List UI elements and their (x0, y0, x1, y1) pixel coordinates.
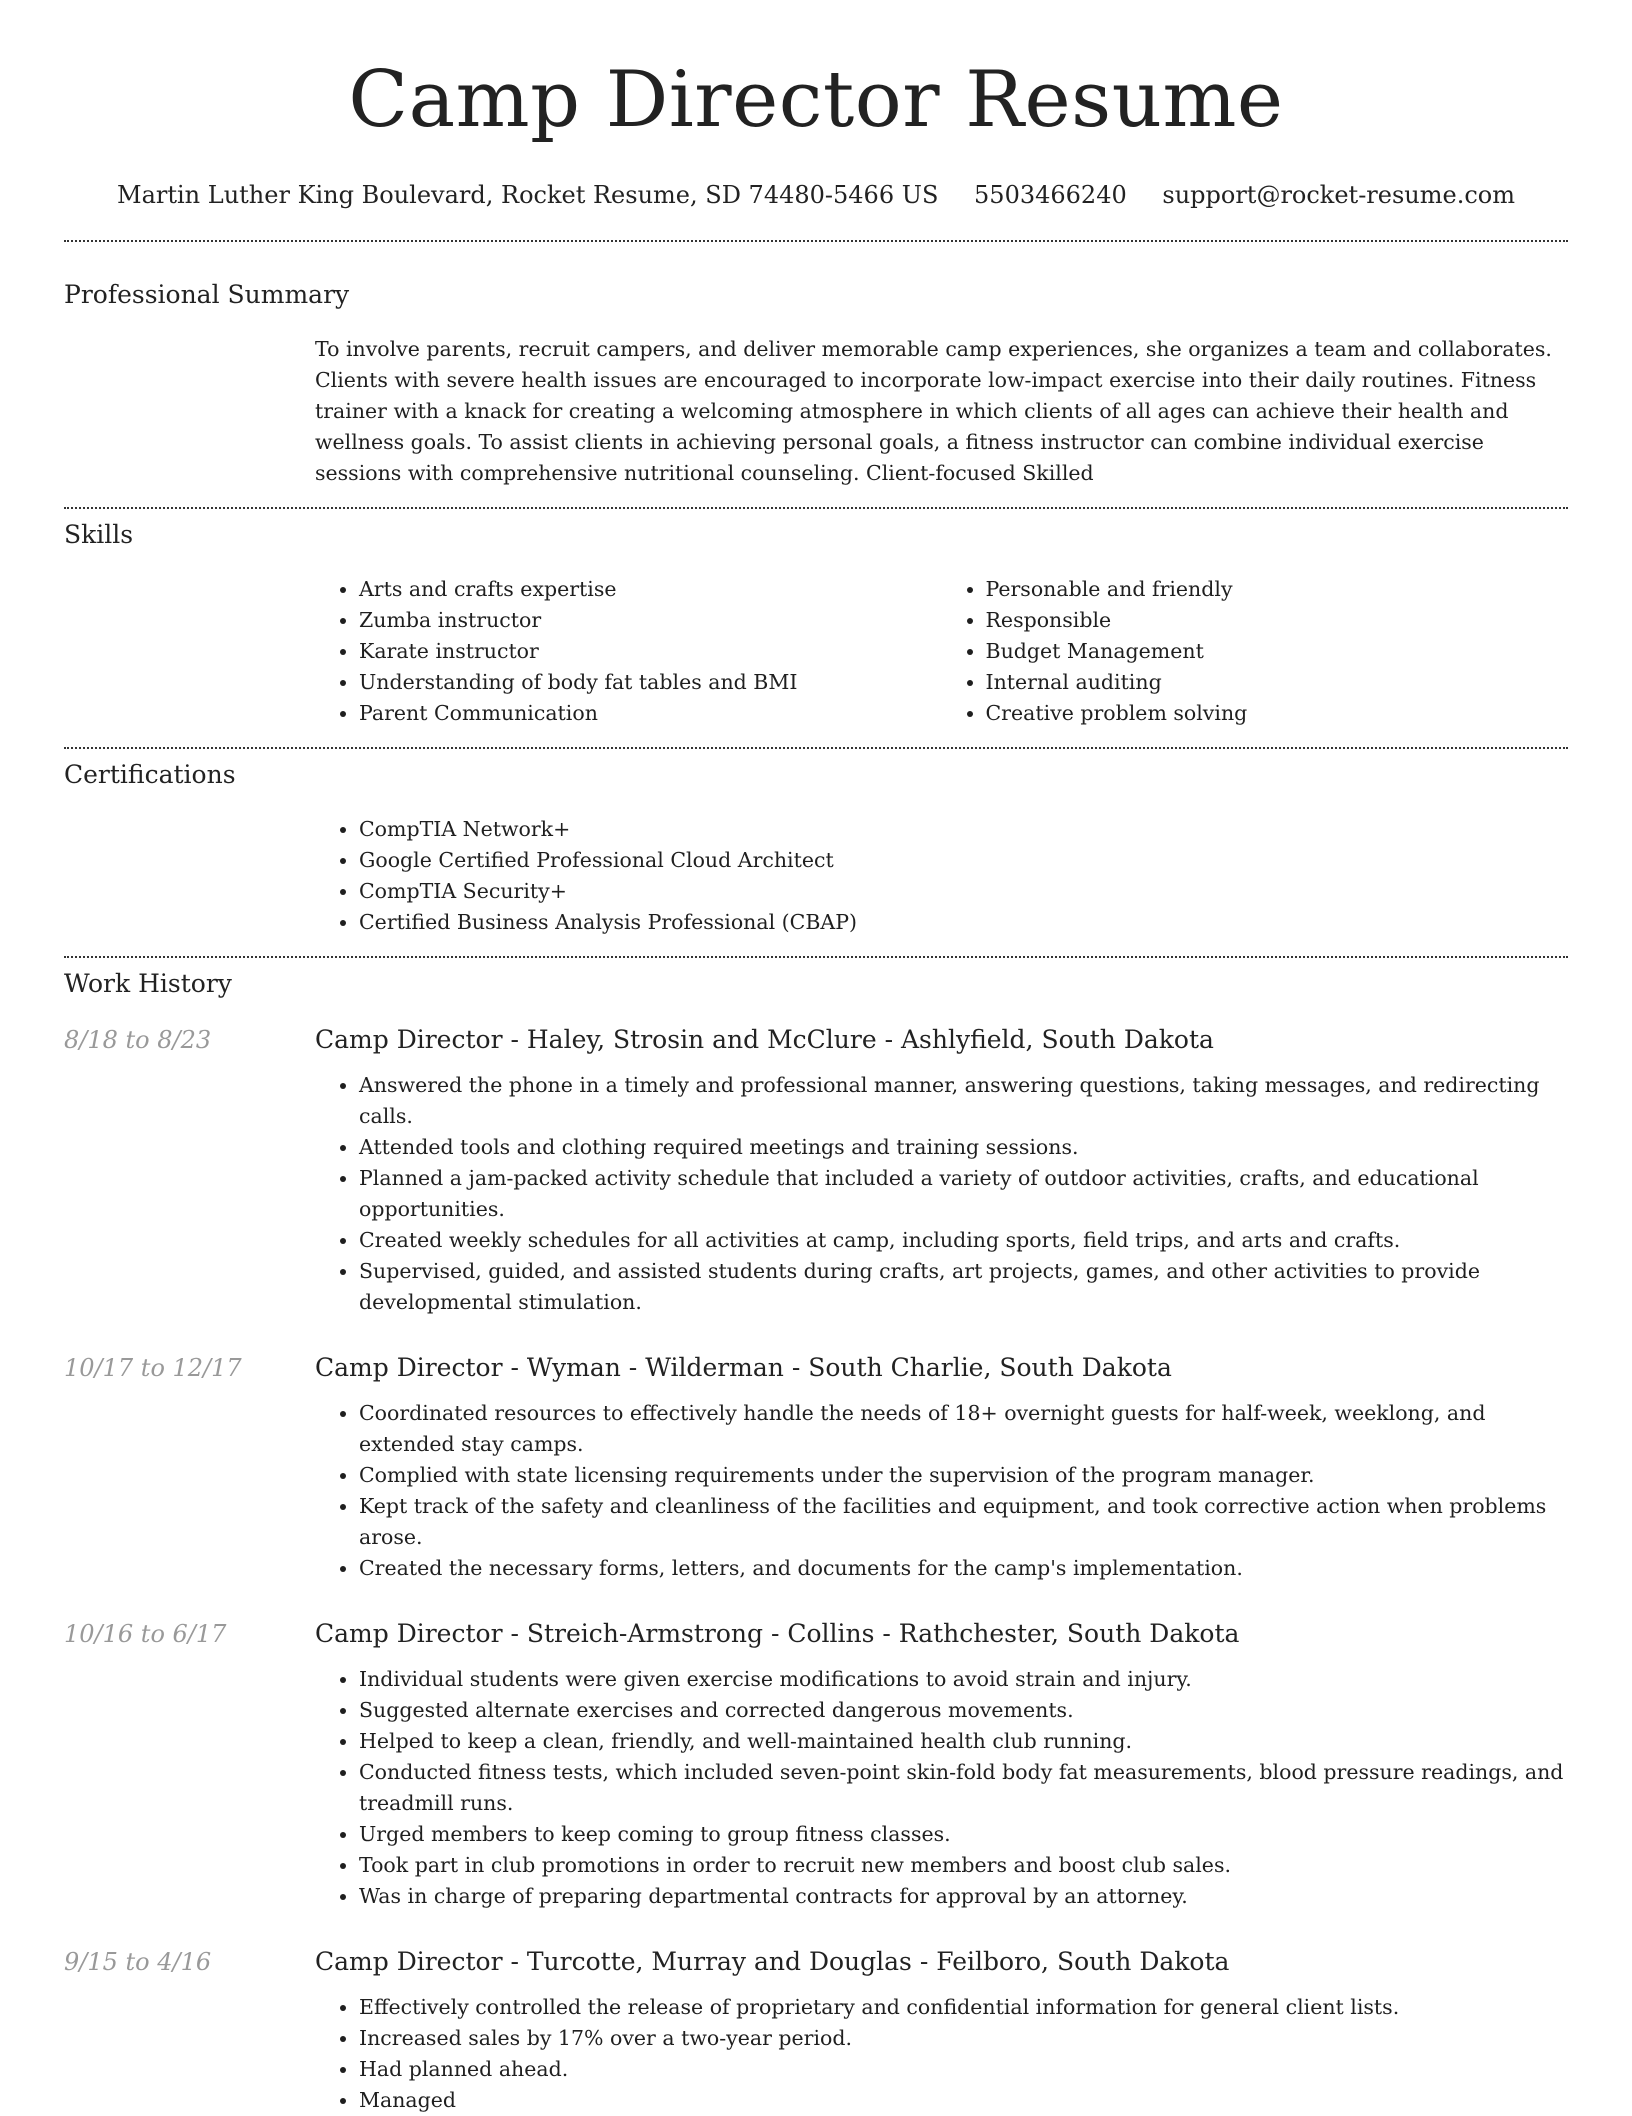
job-header (64, 1024, 1568, 1056)
work-section (64, 968, 1568, 2116)
job-dates: 10/16 to 6/17 (64, 1620, 227, 1648)
skills-list-right (942, 574, 1569, 729)
job-entry (64, 1618, 1568, 1912)
resume-title: Camp Director Resume (348, 55, 1284, 145)
job-bullet: • Created the necessary forms, letters, and documents for the camp's implementation. (359, 1553, 1568, 1584)
job-title: Camp Director - Wyman - Wilderman - South Charlie, South Dakota (315, 1353, 1172, 1382)
divider (64, 240, 1568, 242)
summary-text: To involve parents, recruit campers, and deliver memorable camp experiences, she organizes a team and collaborates. Clients with severe health issues are encouraged to incorporate low-impact exercise into their daily routines. Fitness trainer with a knack for creating a welcoming atmosphere in which clients of all ages can achieve their health and wellness goals. To assist clients in achieving personal goals, a fitness instructor can combine individual exercise sessions with comprehensive nutritional counseling. Client-focused Skilled (315, 337, 1552, 485)
certifications-list (315, 814, 1568, 938)
certification-item: • Certified Business Analysis Professional (CBAP) (359, 907, 1568, 938)
job-bullets (315, 1664, 1568, 1912)
job-bullet: • Supervised, guided, and assisted students during crafts, art projects, games, and other activities to provide developmental stimulation. (359, 1256, 1568, 1318)
job-bullet: • Effectively controlled the release of proprietary and confidential information for general client lists. (359, 1992, 1568, 2023)
job-bullet: • Suggested alternate exercises and corrected dangerous movements. (359, 1695, 1568, 1726)
job-title: Camp Director - Haley, Strosin and McClure - Ashlyfield, South Dakota (315, 1025, 1214, 1054)
job-header (64, 1946, 1568, 1978)
job-bullet: • Conducted fitness tests, which included seven-point skin-fold body fat measurements, blood pressure readings, and treadmill runs. (359, 1757, 1568, 1819)
divider (64, 956, 1568, 958)
skill-item: • Parent Communication (359, 698, 942, 729)
summary-body (315, 334, 1568, 489)
job-bullet: • Attended tools and clothing required meetings and training sessions. (359, 1132, 1568, 1163)
skill-item: • Arts and crafts expertise (359, 574, 942, 605)
summary-section (64, 279, 1568, 489)
job-bullet: • Individual students were given exercise modifications to avoid strain and injury. (359, 1664, 1568, 1695)
job-bullets (315, 1398, 1568, 1584)
job-bullets (315, 1992, 1568, 2116)
section-title-certifications: Certifications (64, 760, 236, 789)
certification-item: • CompTIA Network+ (359, 814, 1568, 845)
resume-page (64, 0, 1568, 2116)
job-bullet: • Coordinated resources to effectively handle the needs of 18+ overnight guests for half-week, weeklong, and extended stay camps. (359, 1398, 1568, 1460)
section-title-skills: Skills (64, 520, 134, 549)
certifications-body (315, 814, 1568, 938)
job-bullet: • Answered the phone in a timely and professional manner, answering questions, taking messages, and redirecting calls. (359, 1070, 1568, 1132)
job-dates: 8/18 to 8/23 (64, 1026, 212, 1054)
skills-list-left (315, 574, 942, 729)
job-bullet: • Was in charge of preparing departmental contracts for approval by an attorney. (359, 1881, 1568, 1912)
job-entry (64, 1024, 1568, 1318)
skill-item: • Understanding of body fat tables and BMI (359, 667, 942, 698)
contact-address: Martin Luther King Boulevard, Rocket Resume, SD 74480-5466 US (117, 181, 939, 209)
job-dates: 9/15 to 4/16 (64, 1948, 212, 1976)
skill-item: • Zumba instructor (359, 605, 942, 636)
job-entry (64, 1946, 1568, 2116)
skill-item: • Karate instructor (359, 636, 942, 667)
certifications-section (64, 759, 1568, 938)
job-bullet: • Complied with state licensing requirements under the supervision of the program manager. (359, 1460, 1568, 1491)
skill-item: • Responsible (986, 605, 1569, 636)
contact-line (64, 180, 1568, 210)
certification-item: • CompTIA Security+ (359, 876, 1568, 907)
job-bullets (315, 1070, 1568, 1318)
job-bullet: • Increased sales by 17% over a two-year period. (359, 2023, 1568, 2054)
skill-item: • Creative problem solving (986, 698, 1569, 729)
section-title-work: Work History (64, 969, 232, 998)
skills-section (64, 519, 1568, 729)
job-title: Camp Director - Turcotte, Murray and Douglas - Feilboro, South Dakota (315, 1947, 1230, 1976)
job-bullet: • Took part in club promotions in order to recruit new members and boost club sales. (359, 1850, 1568, 1881)
skills-lists (315, 574, 1568, 729)
divider (64, 507, 1568, 509)
contact-phone: 5503466240 (974, 181, 1127, 209)
job-bullet: • Managed (359, 2085, 1568, 2116)
skill-item: • Personable and friendly (986, 574, 1569, 605)
divider (64, 747, 1568, 749)
job-bullet: • Had planned ahead. (359, 2054, 1568, 2085)
section-title-summary: Professional Summary (64, 280, 350, 309)
skill-item: • Internal auditing (986, 667, 1569, 698)
certification-item: • Google Certified Professional Cloud Architect (359, 845, 1568, 876)
job-bullet: • Urged members to keep coming to group fitness classes. (359, 1819, 1568, 1850)
job-bullet: • Helped to keep a clean, friendly, and well-maintained health club running. (359, 1726, 1568, 1757)
job-entry (64, 1352, 1568, 1584)
job-bullet: • Kept track of the safety and cleanliness of the facilities and equipment, and took corrective action when problems arose. (359, 1491, 1568, 1553)
job-bullet: • Created weekly schedules for all activities at camp, including sports, field trips, and arts and crafts. (359, 1225, 1568, 1256)
job-header (64, 1618, 1568, 1650)
job-title: Camp Director - Streich-Armstrong - Collins - Rathchester, South Dakota (315, 1619, 1240, 1648)
job-bullet: • Planned a jam-packed activity schedule that included a variety of outdoor activities, crafts, and educational opportunities. (359, 1163, 1568, 1225)
skill-item: • Budget Management (986, 636, 1569, 667)
job-header (64, 1352, 1568, 1384)
contact-email: support@rocket-resume.com (1162, 181, 1515, 209)
job-dates: 10/17 to 12/17 (64, 1354, 242, 1382)
